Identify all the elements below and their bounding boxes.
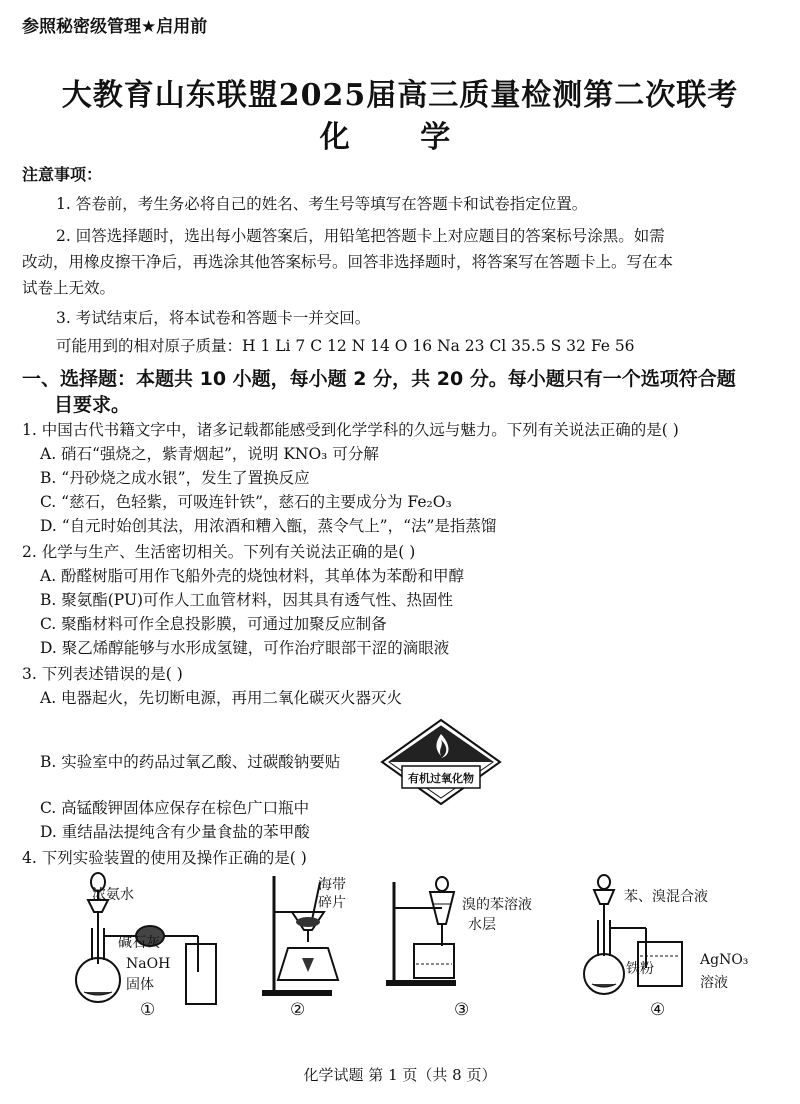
option-d: D. 聚乙烯醇能够与水形成氢键，可作治疗眼部干涩的滴眼液 [40,639,450,657]
apparatus-label: 固体 [126,977,154,993]
option-b: B. 聚氨酯(PU)可作人工血管材料，因其具有透气性、热固性 [40,591,454,609]
question-stem: 1. 中国古代书籍文字中，诸多记载都能感受到化学学科的久远与魅力。下列有关说法正确的是( ) [22,421,679,439]
option-a: A. 酚醛树脂可用作飞船外壳的烧蚀材料，其单体为苯酚和甲醇 [40,567,465,585]
apparatus-number: ④ [650,1000,666,1020]
option-b: B. “丹砂烧之成水银”，发生了置换反应 [40,469,310,487]
option-d: D. 重结晶法提纯含有少量食盐的苯甲酸 [40,823,310,841]
apparatus-label: 碎片 [318,895,346,911]
apparatus-label: AgNO₃ [700,952,749,968]
notice-line: 1. 答卷前，考生务必将自己的姓名、考生号等填写在答题卡和试卷指定位置。 [56,195,588,213]
option-c: C. 高锰酸钾固体应保存在棕色广口瓶中 [40,799,310,817]
apparatus-label: 溴的苯溶液 [462,897,532,913]
notice-line: 2. 回答选择题时，选出每小题答案后，用铅笔把答题卡上对应题目的答案标号涂黑。如需 [56,227,665,245]
question-stem: 4. 下列实验装置的使用及操作正确的是( ) [22,849,307,867]
apparatus-number: ② [290,1000,306,1020]
option-c: C. 聚酯材料可作全息投影膜，可通过加聚反应制备 [40,615,387,633]
apparatus-label: 海带 [318,877,346,893]
option-d: D. “自元时始创其法，用浓酒和糟入甑，蒸令气上”，“法”是指蒸馏 [40,517,497,535]
option-c: C. “慈石，色轻紫，可吸连针铁”，慈石的主要成分为 Fe₂O₃ [40,493,452,511]
exam-title: 大教育山东联盟2025届高三质量检测第二次联考 [61,78,739,113]
option-a: A. 硝石“强烧之，紫青烟起”，说明 KNO₃ 可分解 [40,445,379,463]
apparatus-label: 溶液 [700,975,728,991]
confidential-label: 参照秘密级管理★启用前 [22,17,208,37]
notice-heading: 注意事项： [22,165,103,184]
organic-peroxide-hazard-sign [378,718,504,806]
apparatus-2-drawing [258,872,368,1002]
question-stem: 2. 化学与生产、生活密切相关。下列有关说法正确的是( ) [22,543,416,561]
apparatus-label: 铁粉 [626,961,654,977]
page-footer: 化学试题 第 1 页（共 8 页） [303,1066,497,1084]
section-heading-cont: 目要求。 [54,394,131,416]
subject-title: 化 学 [319,120,481,155]
apparatus-number: ① [140,1000,156,1020]
option-a: A. 电器起火，先切断电源，再用二氧化碳灭火器灭火 [40,689,403,707]
notice-line: 试卷上无效。 [22,279,116,297]
apparatus-label: NaOH [126,956,171,972]
notice-line: 改动，用橡皮擦干净后，再选涂其他答案标号。回答非选择题时，将答案写在答题卡上。写在本 [22,253,674,271]
notice-line: 3. 考试结束后，将本试卷和答题卡一并交回。 [56,309,371,327]
section-heading: 一、选择题：本题共 10 小题，每小题 2 分，共 20 分。每小题只有一个选项符合题 [22,368,736,390]
apparatus-label: 浓氨水 [92,887,134,903]
apparatus-number: ③ [454,1000,470,1020]
apparatus-label: 碱石灰 [118,935,160,951]
option-b: B. 实验室中的药品过氧乙酸、过碳酸钠要贴 [40,753,341,771]
question-stem: 3. 下列表述错误的是( ) [22,665,183,683]
apparatus-label: 苯、溴混合液 [624,889,708,905]
apparatus-3-drawing [384,872,494,1002]
atomic-mass-line: 可能用到的相对原子质量：H 1 Li 7 C 12 N 14 O 16 Na 23 Cl 35.5 S 32 Fe 56 [56,337,635,355]
apparatus-label: 水层 [468,917,496,933]
hazard-label: 有机过氧化物 [408,772,474,785]
